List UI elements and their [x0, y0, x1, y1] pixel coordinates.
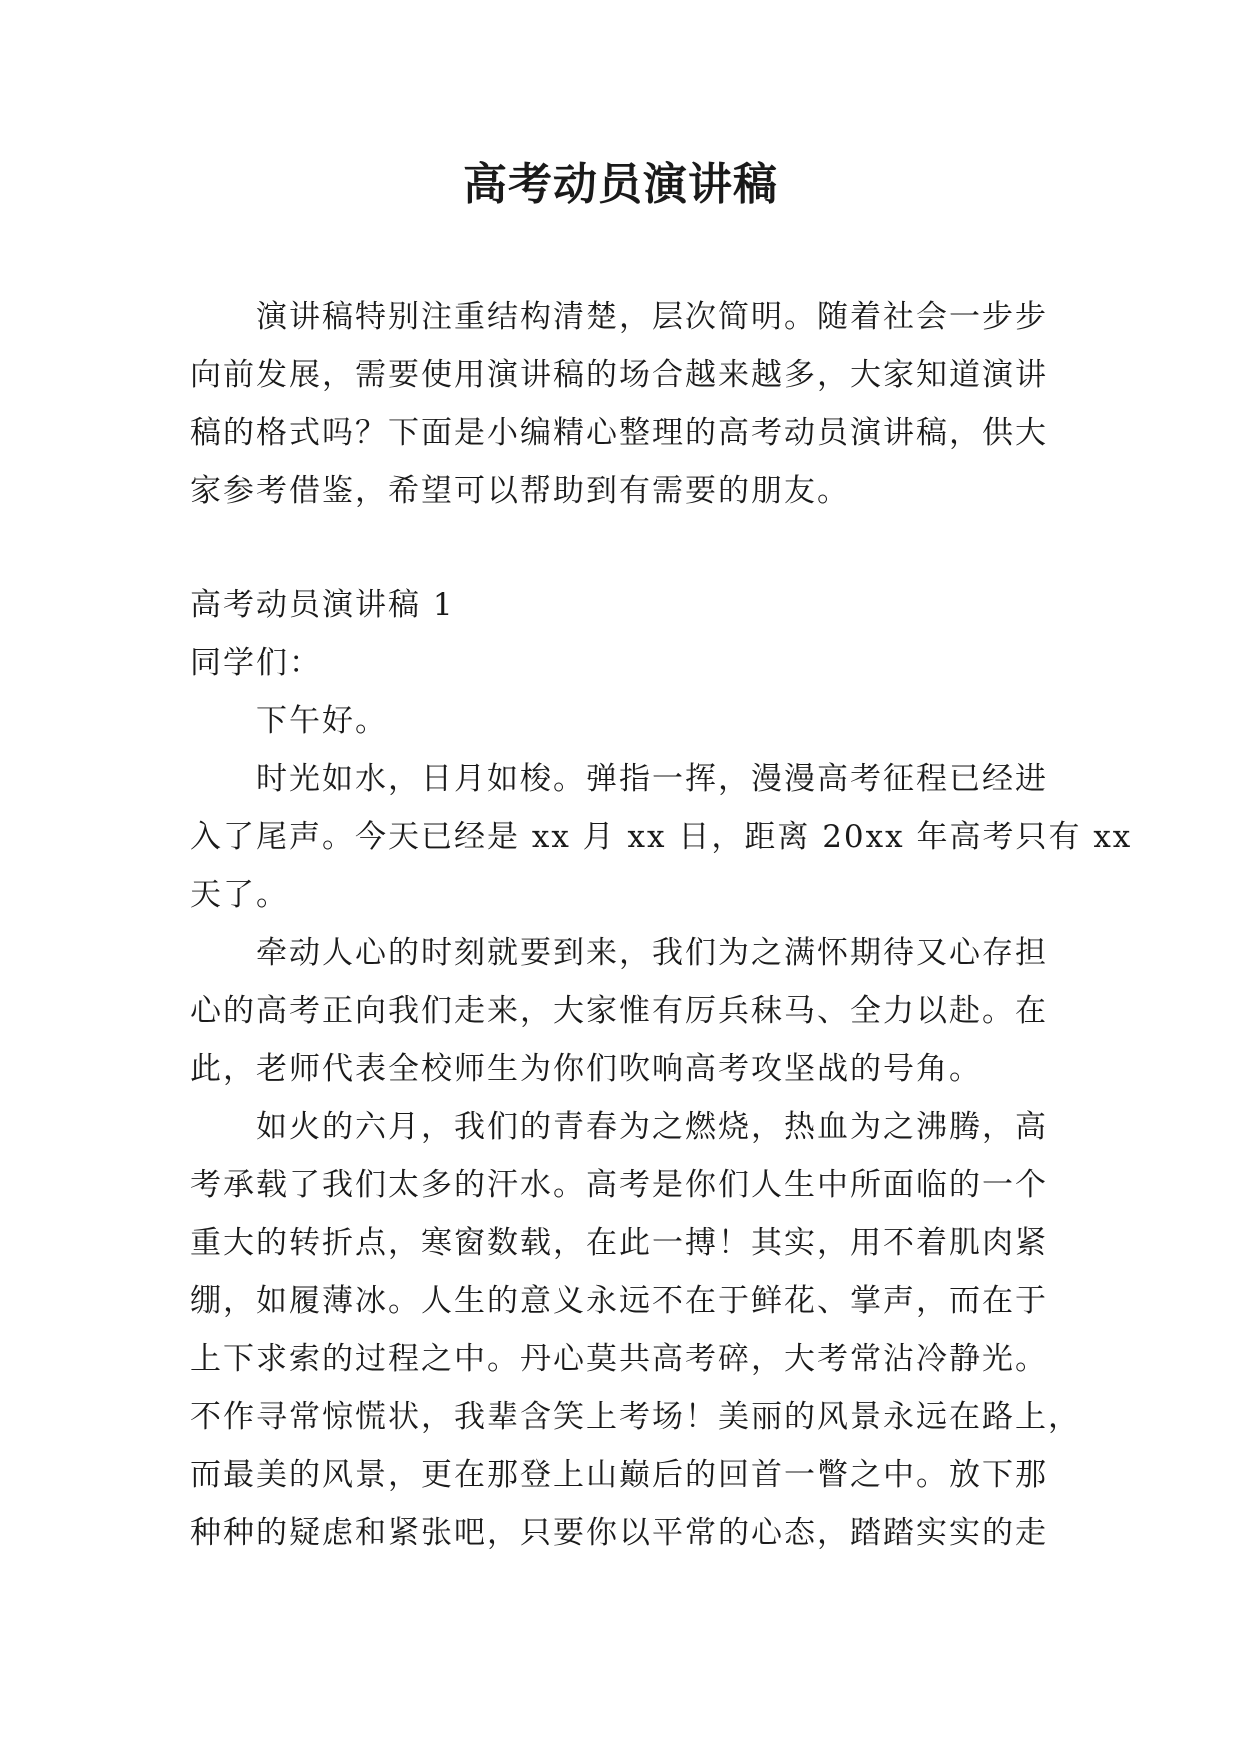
- document-body: [190, 288, 1133, 1562]
- salutation: 同学们：: [190, 645, 322, 681]
- greeting: 下午好。: [256, 703, 388, 739]
- document-title: 高考动员演讲稿: [463, 159, 778, 210]
- text-line: 重大的转折点，寒窗数载，在此一搏！其实，用不着肌肉紧: [190, 1225, 1048, 1261]
- text-line: 考承载了我们太多的汗水。高考是你们人生中所面临的一个: [190, 1167, 1048, 1203]
- paragraph-2: [190, 924, 1060, 1098]
- text-line: 牵动人心的时刻就要到来，我们为之满怀期待又心存担: [256, 935, 1048, 971]
- text-line: 绷，如履薄冰。人生的意义永远不在于鲜花、掌声，而在于: [190, 1283, 1048, 1319]
- intro-paragraph: [190, 288, 1060, 520]
- text-line: 入了尾声。今天已经是 xx 月 xx 日，距离 20xx 年高考只有 xx: [190, 819, 1133, 855]
- paragraph-3: [190, 1098, 1081, 1562]
- text-line: 演讲稿特别注重结构清楚，层次简明。随着社会一步步: [256, 299, 1048, 335]
- text-line: 天了。: [190, 877, 289, 913]
- text-line: 时光如水，日月如梭。弹指一挥，漫漫高考征程已经进: [256, 761, 1048, 797]
- text-line: 稿的格式吗？下面是小编精心整理的高考动员演讲稿，供大: [190, 415, 1048, 451]
- text-line: 而最美的风景，更在那登上山巅后的回首一瞥之中。放下那: [190, 1457, 1048, 1493]
- text-line: 此，老师代表全校师生为你们吹响高考攻坚战的号角。: [190, 1051, 982, 1087]
- text-line: 家参考借鉴，希望可以帮助到有需要的朋友。: [190, 473, 850, 509]
- text-line: 如火的六月，我们的青春为之燃烧，热血为之沸腾，高: [256, 1109, 1048, 1145]
- paragraph-1: [190, 750, 1133, 924]
- text-line: 向前发展，需要使用演讲稿的场合越来越多，大家知道演讲: [190, 357, 1048, 393]
- text-line: 心的高考正向我们走来，大家惟有厉兵秣马、全力以赴。在: [190, 993, 1048, 1029]
- section-heading: 高考动员演讲稿 1: [190, 587, 455, 623]
- text-line: 种种的疑虑和紧张吧，只要你以平常的心态，踏踏实实的走: [190, 1515, 1048, 1551]
- text-line: 不作寻常惊慌状，我辈含笑上考场！美丽的风景永远在路上，: [190, 1399, 1081, 1435]
- text-line: 上下求索的过程之中。丹心莫共高考碎，大考常沾冷静光。: [190, 1341, 1048, 1377]
